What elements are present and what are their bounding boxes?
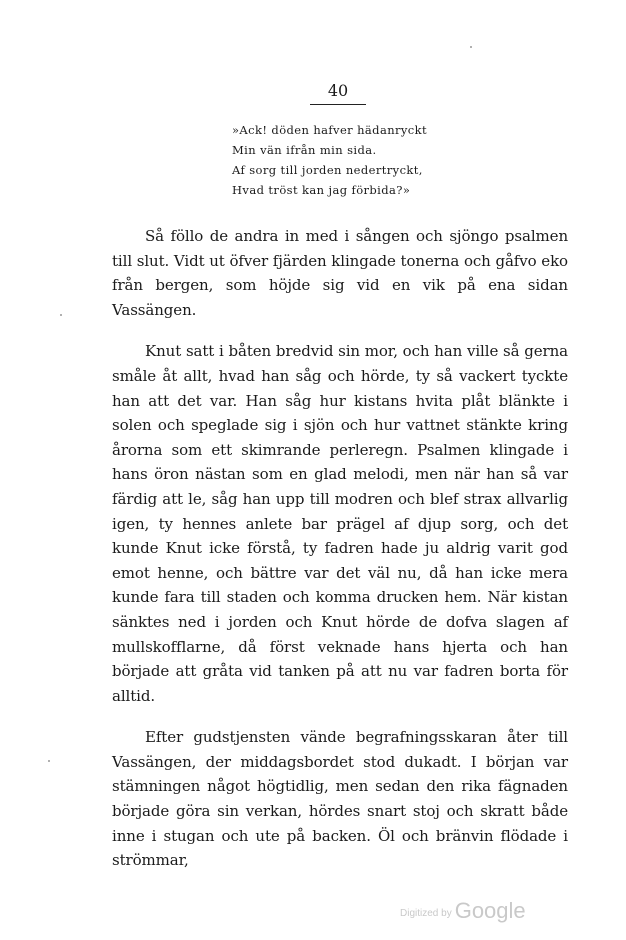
- verse-line: Hvad tröst kan jag förbida?»: [232, 183, 411, 197]
- paragraph: Så föllo de andra in med i sången och sjöngo psalmen till slut. Vidt ut öfver fjärden klingade tonerna och gåfvo eko från bergen, som höjde sig vid en vik på ena sidan Vassängen.: [112, 227, 568, 319]
- paragraph: Knut satt i båten bredvid sin mor, och han ville så gerna småle åt allt, hvad han såg och hörde, ty så vackert tyckte han att det var. Han såg hur kistans hvita plåt blänkte i solen och speglade sig i sjön och hur vattnet stänkte kring årorna som ett skimrande perleregn. Psalmen klingade i hans öron nästan som en glad melodi, men när han så var färdig att le, såg han upp till modren och blef strax allvarlig igen, ty hennes anlete bar prägel af djup sorg, och det kunde Knut icke förstå, ty fadren hade ju aldrig varit god emot henne, och bättre var det väl nu, då han icke mera kunde fara till staden och komma drucken hem. När kistan sänktes ned i jorden och Knut hörde de dofva slagen af mullskofflarne, då först veknade hans hjerta och han började att gråta vid tanken på att nu var fadren borta för alltid.: [112, 342, 568, 705]
- verse-line: Af sorg till jorden nedertryckt,: [232, 163, 423, 177]
- digitized-watermark: [400, 898, 526, 924]
- paper-speck: [60, 314, 62, 316]
- psalm-verse: [232, 120, 552, 200]
- digitized-by-label: Digitized by: [400, 908, 452, 919]
- body-text: [112, 224, 568, 873]
- verse-line: Min vän ifrån min sida.: [232, 143, 377, 157]
- google-wordmark: Google: [454, 898, 526, 923]
- verse-line: »Ack! döden hafver hädanryckt: [232, 123, 428, 137]
- paper-speck: [48, 760, 50, 762]
- paper-speck: [470, 46, 472, 48]
- paragraph: Efter gudstjensten vände begrafningsskaran åter till Vassängen, der middagsbordet stod dukadt. I början var stämningen något högtidlig, men sedan den rika fägnaden började göra sin verkan, hördes snart stoj och skratt både inne i stugan och ute på backen. Öl och bränvin flödade i strömmar,: [112, 728, 568, 870]
- page-number: 40: [327, 81, 349, 100]
- page-number-rule: [310, 104, 366, 105]
